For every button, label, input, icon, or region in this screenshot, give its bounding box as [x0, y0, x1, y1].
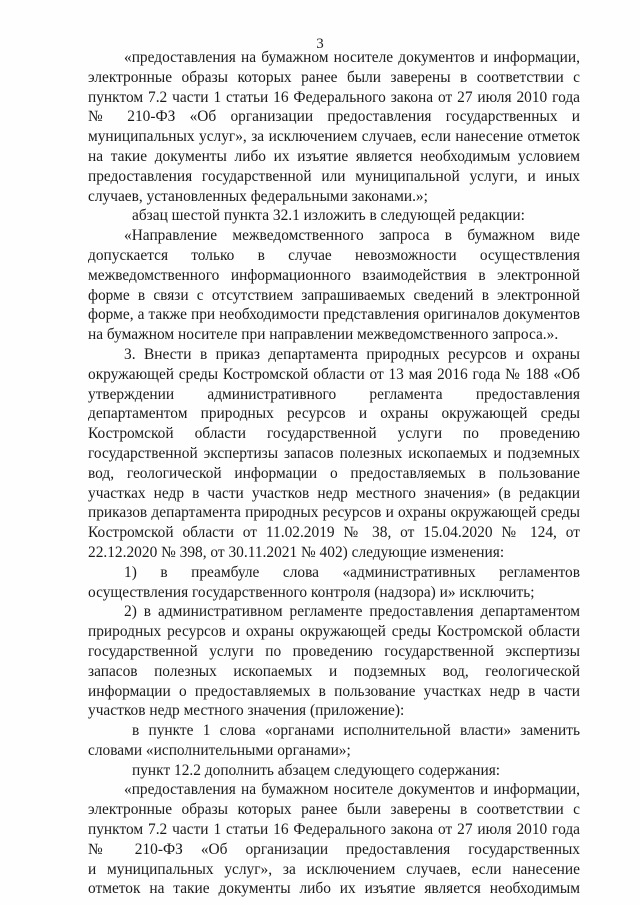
text-line: 3. Внести в приказ департамента природных ресурсов и охраны [124, 345, 580, 363]
text-line: муниципальных услуг», за исключением случаев, если нанесение отметок [88, 128, 580, 146]
text-line: 2) в административном регламенте предоставления департаментом [124, 603, 580, 621]
page-number: 3 [316, 36, 324, 52]
text-line: межведомственного информационного взаимодействия в электронной [88, 266, 580, 284]
text-line: допускается только в случае невозможности осуществления [88, 246, 580, 264]
text-line: вод, геологической информации о предоставляемых в пользование [88, 464, 580, 482]
text-line: утверждении административного регламента предоставления [88, 385, 580, 403]
text-line: природных ресурсов и охраны окружающей среды Костромской области [88, 623, 580, 641]
text-line: пунктом 7.2 части 1 статьи 16 Федерального закона от 27 июля 2010 года [88, 821, 580, 839]
text-line: № 210-ФЗ «Об организации предоставления государственных и [88, 108, 580, 126]
text-line: форме в связи с отсутствием запрашиваемых сведений в электронной [88, 286, 580, 304]
text-line: на бумажном носителе при направлении межведомственного запроса.». [88, 326, 559, 344]
text-line: участков недр местного значения (приложение): [88, 702, 405, 720]
text-line: запасов полезных ископаемых и подземных вод, геологической [88, 662, 580, 680]
text-line: «Направление межведомственного запроса в бумажном виде [124, 227, 580, 245]
text-line: в пункте 1 слова «органами исполнительной власти» заменить [132, 722, 580, 740]
text-line: отметок на такие документы либо их изъятие является необходимым [88, 880, 580, 898]
text-line: случаев, установленных федеральными законами.»; [88, 187, 428, 205]
text-line: и муниципальных услуг», за исключением случаев, если нанесение [88, 860, 580, 878]
text-line: осуществления государственного контроля (надзора) и» исключить; [88, 583, 535, 601]
text-line: предоставления государственной или муниципальной услуги, и иных [88, 167, 580, 185]
text-line: государственной экспертизы запасов полезных ископаемых и подземных [88, 444, 580, 462]
text-line: «предоставления на бумажном носителе документов и информации, [124, 49, 580, 66]
text-line: на такие документы либо их изъятие является необходимым условием [88, 147, 580, 165]
text-line: 22.12.2020 № 398, от 30.11.2021 № 402) следующие изменения: [88, 543, 505, 561]
text-line: форме, а также при необходимости представления оригиналов документов [88, 306, 580, 324]
text-line: 1) в преамбуле слова «административных регламентов [124, 563, 580, 581]
text-line: приказов департамента природных ресурсов и охраны окружающей среды [88, 504, 580, 522]
text-line: пунктом 7.2 части 1 статьи 16 Федерального закона от 27 июля 2010 года [88, 88, 580, 106]
text-line: пункт 12.2 дополнить абзацем следующего содержания: [132, 761, 501, 779]
text-line: информации о предоставляемых в пользование участках недр в части [88, 682, 580, 700]
text-line: «предоставления на бумажном носителе документов и информации, [124, 781, 580, 799]
text-line: участках недр в части участков недр местного значения» (в редакции [88, 484, 580, 502]
text-line: Костромской области государственной услуги по проведению [88, 425, 580, 443]
text-line: государственной услуги по проведению государственной экспертизы [88, 642, 580, 660]
text-line: окружающей среды Костромской области от 13 мая 2016 года № 188 «Об [88, 365, 580, 383]
text-line: абзац шестой пункта 32.1 изложить в следующей редакции: [132, 207, 525, 225]
text-line: департаментом природных ресурсов и охраны окружающей среды [88, 405, 580, 423]
text-line: Костромской области от 11.02.2019 № 38, от 15.04.2020 № 124, от [88, 524, 580, 542]
text-line: электронные образы которых ранее были заверены в соответствии с [88, 68, 580, 86]
text-line: словами «исполнительными органами»; [88, 741, 351, 759]
document-body [88, 48, 580, 899]
text-line: электронные образы которых ранее были заверены в соответствии с [88, 801, 580, 819]
text-line: № 210-ФЗ «Об организации предоставления государственных [88, 840, 580, 858]
